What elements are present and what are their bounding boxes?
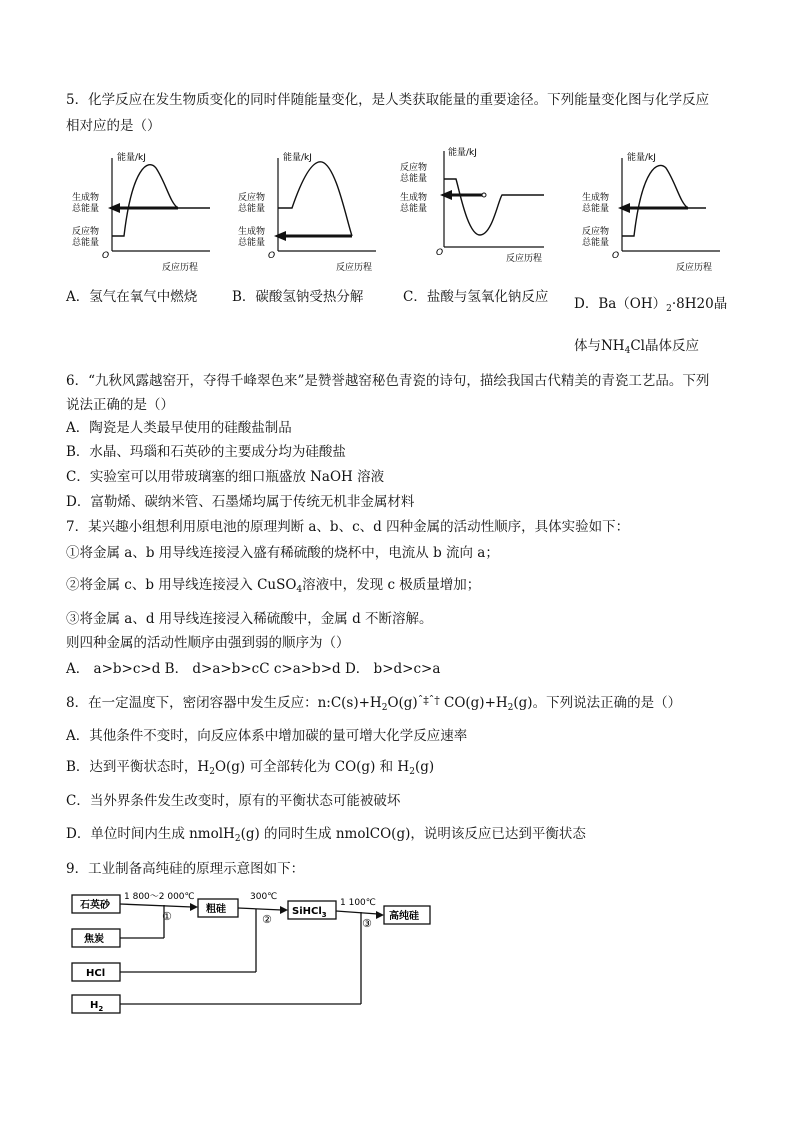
graph-reactant-label-2: 总能量 xyxy=(72,238,100,248)
q8-option-d[interactable]: D．单位时间内生成 nmolH$_2$(g) 的同时生成 nmolCO(g)，说明该反应已达到平衡状态 xyxy=(66,826,586,844)
svg-text:生成物: 生成物 xyxy=(238,227,266,237)
q5-option-a[interactable]: A．氢气在氧气中燃烧 xyxy=(66,289,198,305)
q8-option-b[interactable]: B．达到平衡状态时，$H_2O(g)$ 可全部转化为 CO(g) 和 $H_2(g)$ xyxy=(66,759,435,777)
q7-experiment-3: ③将金属 a、d 用导线连接浸入稀硫酸中，金属 d 不断溶解。 xyxy=(66,611,433,627)
q5-option-c[interactable]: C．盐酸与氢氧化钠反应 xyxy=(403,289,549,305)
box-hcl: HCl xyxy=(86,968,106,979)
q5-graph-c xyxy=(398,143,548,273)
q7-stem: 7．某兴趣小组想利用原电池的原理判断 a、b、c、d 四种金属的活动性顺序，具体实验如下： xyxy=(66,519,630,535)
q8-option-c[interactable]: C．当外界条件发生改变时，原有的平衡状态可能被破坏 xyxy=(66,793,401,809)
q5-graph-b xyxy=(236,148,386,273)
svg-text:反应物: 反应物 xyxy=(238,193,266,203)
svg-text:总能量: 总能量 xyxy=(238,238,266,248)
graph-xlabel: 反应历程 xyxy=(162,263,199,273)
condition-1: 1 800～2 000℃ xyxy=(124,892,195,902)
q7-question: 则四种金属的活动性顺序由强到弱的顺序为（） xyxy=(66,635,350,651)
q6-option-b[interactable]: B．水晶、玛瑙和石英砂的主要成分均为硅酸盐 xyxy=(66,444,346,460)
q5-stem-line1: 5．化学反应在发生物质变化的同时伴随能量变化，是人类获取能量的重要途径。下列能量变化图与化学反应 xyxy=(66,92,710,108)
q8-option-a[interactable]: A．其他条件不变时，向反应体系中增加碳的量可增大化学反应速率 xyxy=(66,728,468,744)
svg-text:生成物: 生成物 xyxy=(582,193,610,203)
graph-ylabel: 能量/kJ xyxy=(117,153,146,163)
step-1: ① xyxy=(162,910,172,923)
svg-text:总能量: 总能量 xyxy=(400,204,428,214)
q6-stem-line2: 说法正确的是（） xyxy=(66,397,174,413)
svg-text:反应历程: 反应历程 xyxy=(506,254,543,264)
svg-text:总能量: 总能量 xyxy=(582,204,610,214)
graph-product-label-2: 总能量 xyxy=(72,204,100,214)
svg-text:反应物: 反应物 xyxy=(400,163,428,173)
svg-text:生成物: 生成物 xyxy=(400,193,428,203)
svg-text:O: O xyxy=(436,248,444,258)
svg-text:反应历程: 反应历程 xyxy=(676,263,713,273)
svg-text:能量/kJ: 能量/kJ xyxy=(448,148,477,158)
svg-text:总能量: 总能量 xyxy=(400,174,428,184)
step-3: ③ xyxy=(362,917,372,930)
svg-text:反应物: 反应物 xyxy=(582,227,610,237)
svg-text:总能量: 总能量 xyxy=(238,204,266,214)
q6-option-c[interactable]: C．实验室可以用带玻璃塞的细口瓶盛放 NaOH 溶液 xyxy=(66,469,385,485)
condition-3: 1 100℃ xyxy=(340,898,376,908)
box-pure-silicon: 高纯硅 xyxy=(389,911,419,922)
box-coke: 焦炭 xyxy=(84,934,104,945)
q7-experiment-2: ②将金属 c、b 用导线连接浸入 CuSO$_4$溶液中，发现 c 极质量增加； xyxy=(66,577,481,595)
condition-2: 300℃ xyxy=(250,892,278,902)
q6-option-a[interactable]: A．陶瓷是人类最早使用的硅酸盐制品 xyxy=(66,420,292,436)
box-h2: $H_2$ xyxy=(90,1000,104,1013)
svg-text:O: O xyxy=(612,251,620,261)
q5-option-b[interactable]: B．碳酸氢钠受热分解 xyxy=(232,289,364,305)
q8-stem: 8．在一定温度下，密闭容器中发生反应：$n:C(s)+H_2O(g)^{ˆ\ddagger ˆ\dagger}$ $CO(g)+H_2(g)$。下列说法正确的是（） xyxy=(66,694,682,713)
box-crude-silicon: 粗硅 xyxy=(206,904,226,915)
svg-text:反应历程: 反应历程 xyxy=(336,263,373,273)
svg-text:O: O xyxy=(268,251,276,261)
q5-graph-a xyxy=(70,148,220,273)
svg-text:能量/kJ: 能量/kJ xyxy=(627,153,656,163)
q5-option-d-line2: 体与$NH_4Cl$晶体反应 xyxy=(574,338,699,356)
q6-option-d[interactable]: D．富勒烯、碳纳米管、石墨烯均属于传统无机非金属材料 xyxy=(66,494,415,510)
q9-stem: 9．工业制备高纯硅的原理示意图如下： xyxy=(66,861,305,877)
q9-process-diagram xyxy=(66,885,446,1020)
equilibrium-arrow-icon: ˆ‡ˆ† xyxy=(417,694,440,707)
q6-stem-line1: 6．“九秋风露越窑开，夺得千峰翠色来”是赞誉越窑秘色青瓷的诗句，描绘我国古代精美的青瓷工艺品。下列 xyxy=(66,373,710,389)
box-sihcl3: SiHCl$_3$ xyxy=(292,906,327,919)
svg-text:总能量: 总能量 xyxy=(582,238,610,248)
q5-stem-line2: 相对应的是（） xyxy=(66,118,161,134)
box-quartz-sand: 石英砂 xyxy=(80,900,110,911)
q5-graph-d xyxy=(580,148,730,273)
graph-reactant-label-1: 反应物 xyxy=(72,227,100,237)
graph-product-label-1: 生成物 xyxy=(72,193,100,203)
step-2: ② xyxy=(262,913,272,926)
q7-options[interactable]: A． a>b>c>d B． d>a>b>cC c>a>b>d D． b>d>c>a xyxy=(66,661,441,677)
svg-text:能量/kJ: 能量/kJ xyxy=(283,153,312,163)
q7-experiment-1: ①将金属 a、b 用导线连接浸入盛有稀硫酸的烧杯中，电流从 b 流向 a； xyxy=(66,545,499,561)
q5-option-d-line1[interactable]: D．$Ba(OH)_2\cdot 8H20$晶 xyxy=(574,296,728,314)
graph-origin: O xyxy=(102,251,110,261)
